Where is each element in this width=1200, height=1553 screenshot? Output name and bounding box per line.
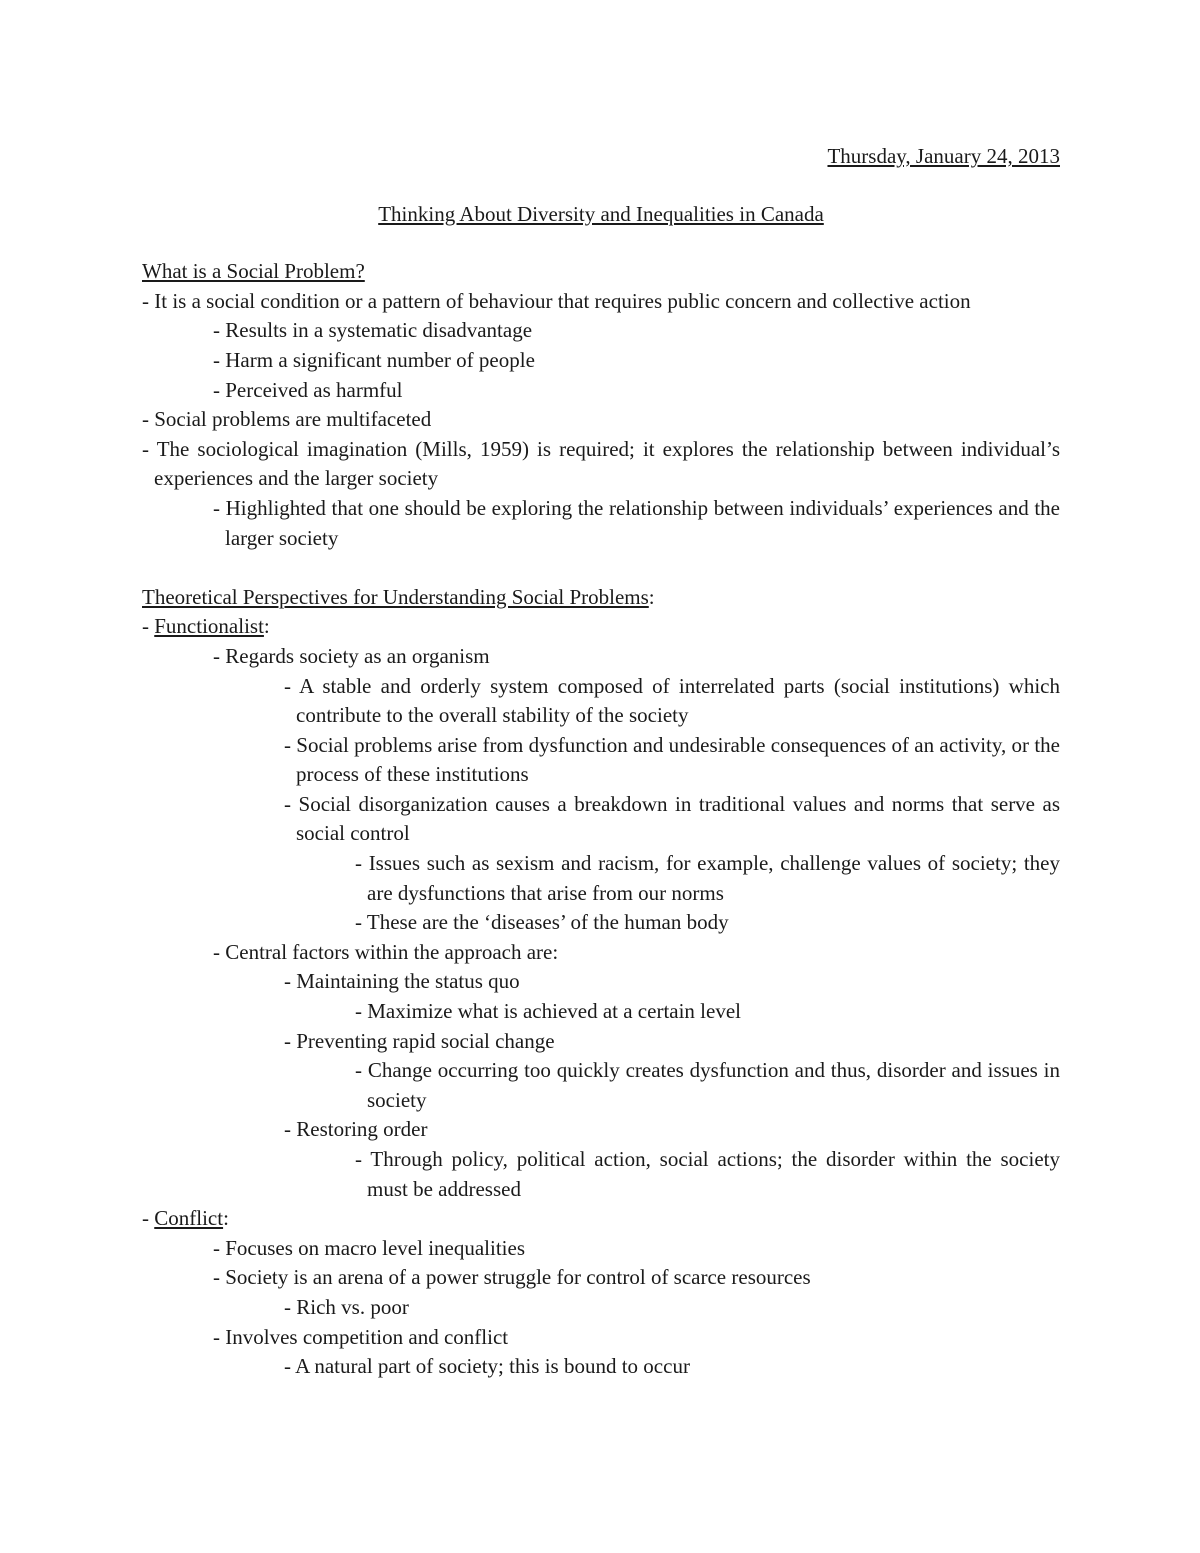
list-item-text: Maximize what is achieved at a certain level: [367, 999, 741, 1024]
list-item-text: Preventing rapid social change: [296, 1028, 555, 1053]
subheading-colon: :: [263, 614, 270, 639]
list-item: - Highlighted that one should be exploring the relationship between individuals’ experiences and the larger society: [213, 495, 1060, 550]
list-item-text: A natural part of society; this is bound to occur: [295, 1354, 690, 1379]
list-item-text: A stable and orderly system composed of interrelated parts (social institutions) which contribute to the overall stability of the society: [296, 673, 1061, 728]
list-item: - Maintaining the status quo: [284, 969, 520, 994]
list-item: - Perceived as harmful: [213, 377, 403, 402]
list-item-text: The sociological imagination (Mills, 1959) is required; it explores the relationship between individual’s experiences and the larger society: [154, 436, 1060, 491]
list-item-text: Perceived as harmful: [225, 377, 403, 402]
document-page: [142, 142, 1060, 1382]
list-item: - Harm a significant number of people: [213, 347, 535, 372]
list-item-text: Issues such as sexism and racism, for example, challenge values of society; they are dysfunctions that arise from our norms: [367, 851, 1060, 905]
list-item: - Central factors within the approach are:: [213, 939, 559, 964]
list-item: - Issues such as sexism and racism, for example, challenge values of society; they are dysfunctions that arise from our norms: [355, 851, 1060, 905]
list-item: - Restoring order: [284, 1117, 428, 1142]
list-item-text: Restoring order: [296, 1117, 428, 1142]
list-item: - Through policy, political action, social actions; the disorder within the society must be addressed: [355, 1147, 1060, 1201]
heading-colon: :: [648, 584, 655, 609]
document-title: Thinking About Diversity and Inequalities in Canada: [378, 201, 824, 226]
list-item-text: Involves competition and conflict: [225, 1324, 509, 1349]
section-heading-text: Theoretical Perspectives for Understanding Social Problems: [142, 584, 649, 609]
list-item-text: Social problems arise from dysfunction and undesirable consequences of an activity, or the process of these institutions: [296, 732, 1060, 787]
section-list-conflict: [142, 1234, 1060, 1382]
list-item-text: Harm a significant number of people: [225, 347, 535, 372]
list-item: - Rich vs. poor: [284, 1294, 409, 1319]
subheading-colon: :: [223, 1206, 229, 1231]
list-item: - Focuses on macro level inequalities: [213, 1235, 526, 1260]
list-item: - These are the ‘diseases’ of the human body: [355, 910, 729, 935]
spacer: [142, 553, 1060, 583]
list-item: - The sociological imagination (Mills, 1959) is required; it explores the relationship between individual’s experiences and the larger society: [142, 436, 1060, 491]
list-item-text: These are the ‘diseases’ of the human body: [366, 910, 729, 935]
list-item-text: Change occurring too quickly creates dysfunction and thus, disorder and issues in society: [367, 1058, 1061, 1112]
section-list-social-problem: [142, 287, 1060, 553]
list-item: - It is a social condition or a pattern of behaviour that requires public concern and collective action: [142, 288, 971, 313]
section-heading-text: What is a Social Problem?: [142, 259, 365, 284]
list-item: - Involves competition and conflict: [213, 1324, 509, 1349]
list-item-text: Regards society as an organism: [225, 643, 490, 668]
list-item: - Regards society as an organism: [213, 643, 490, 668]
subheading-functionalist: - Functionalist:: [142, 614, 270, 639]
section-heading-social-problem: [142, 257, 1060, 287]
list-item: - Social problems arise from dysfunction and undesirable consequences of an activity, or the process of these institutions: [284, 732, 1060, 787]
subheading-label: Conflict: [154, 1206, 224, 1231]
list-item-text: Highlighted that one should be exploring the relationship between individuals’ experiences and the larger society: [225, 495, 1060, 550]
list-item-text: Rich vs. poor: [296, 1294, 409, 1319]
list-item: - A natural part of society; this is bound to occur: [284, 1354, 690, 1379]
list-item: - Maximize what is achieved at a certain level: [355, 999, 741, 1024]
subheading-label: Functionalist: [154, 614, 264, 639]
list-item-text: Maintaining the status quo: [296, 969, 520, 994]
list-item: - Social problems are multifaceted: [142, 407, 432, 432]
document-date: Thursday, January 24, 2013: [827, 144, 1060, 168]
list-item: - Society is an arena of a power struggle for control of scarce resources: [213, 1265, 811, 1290]
list-item-text: Results in a systematic disadvantage: [225, 318, 533, 343]
list-item: - Social disorganization causes a breakdown in traditional values and norms that serve as social control: [284, 791, 1061, 846]
section-list-functionalist: [142, 642, 1060, 1204]
subheading-conflict: - Conflict:: [142, 1206, 229, 1231]
list-item-text: It is a social condition or a pattern of behaviour that requires public concern and collective action: [154, 288, 971, 313]
list-item: - A stable and orderly system composed of interrelated parts (social institutions) which contribute to the overall stability of the society: [284, 673, 1061, 728]
list-item-text: Society is an arena of a power struggle for control of scarce resources: [225, 1265, 811, 1290]
list-item: - Preventing rapid social change: [284, 1028, 555, 1053]
list-item-text: Social disorganization causes a breakdown in traditional values and norms that serve as social control: [296, 791, 1061, 846]
list-item: - Results in a systematic disadvantage: [213, 318, 533, 343]
list-item: - Change occurring too quickly creates dysfunction and thus, disorder and issues in society: [355, 1058, 1061, 1112]
list-item-text: Focuses on macro level inequalities: [225, 1235, 526, 1260]
list-item-text: Central factors within the approach are:: [225, 939, 559, 964]
list-item-text: Through policy, political action, social actions; the disorder within the society must be addressed: [367, 1147, 1060, 1201]
section-heading-theoretical: [142, 583, 1060, 613]
list-item-text: Social problems are multifaceted: [154, 407, 432, 432]
